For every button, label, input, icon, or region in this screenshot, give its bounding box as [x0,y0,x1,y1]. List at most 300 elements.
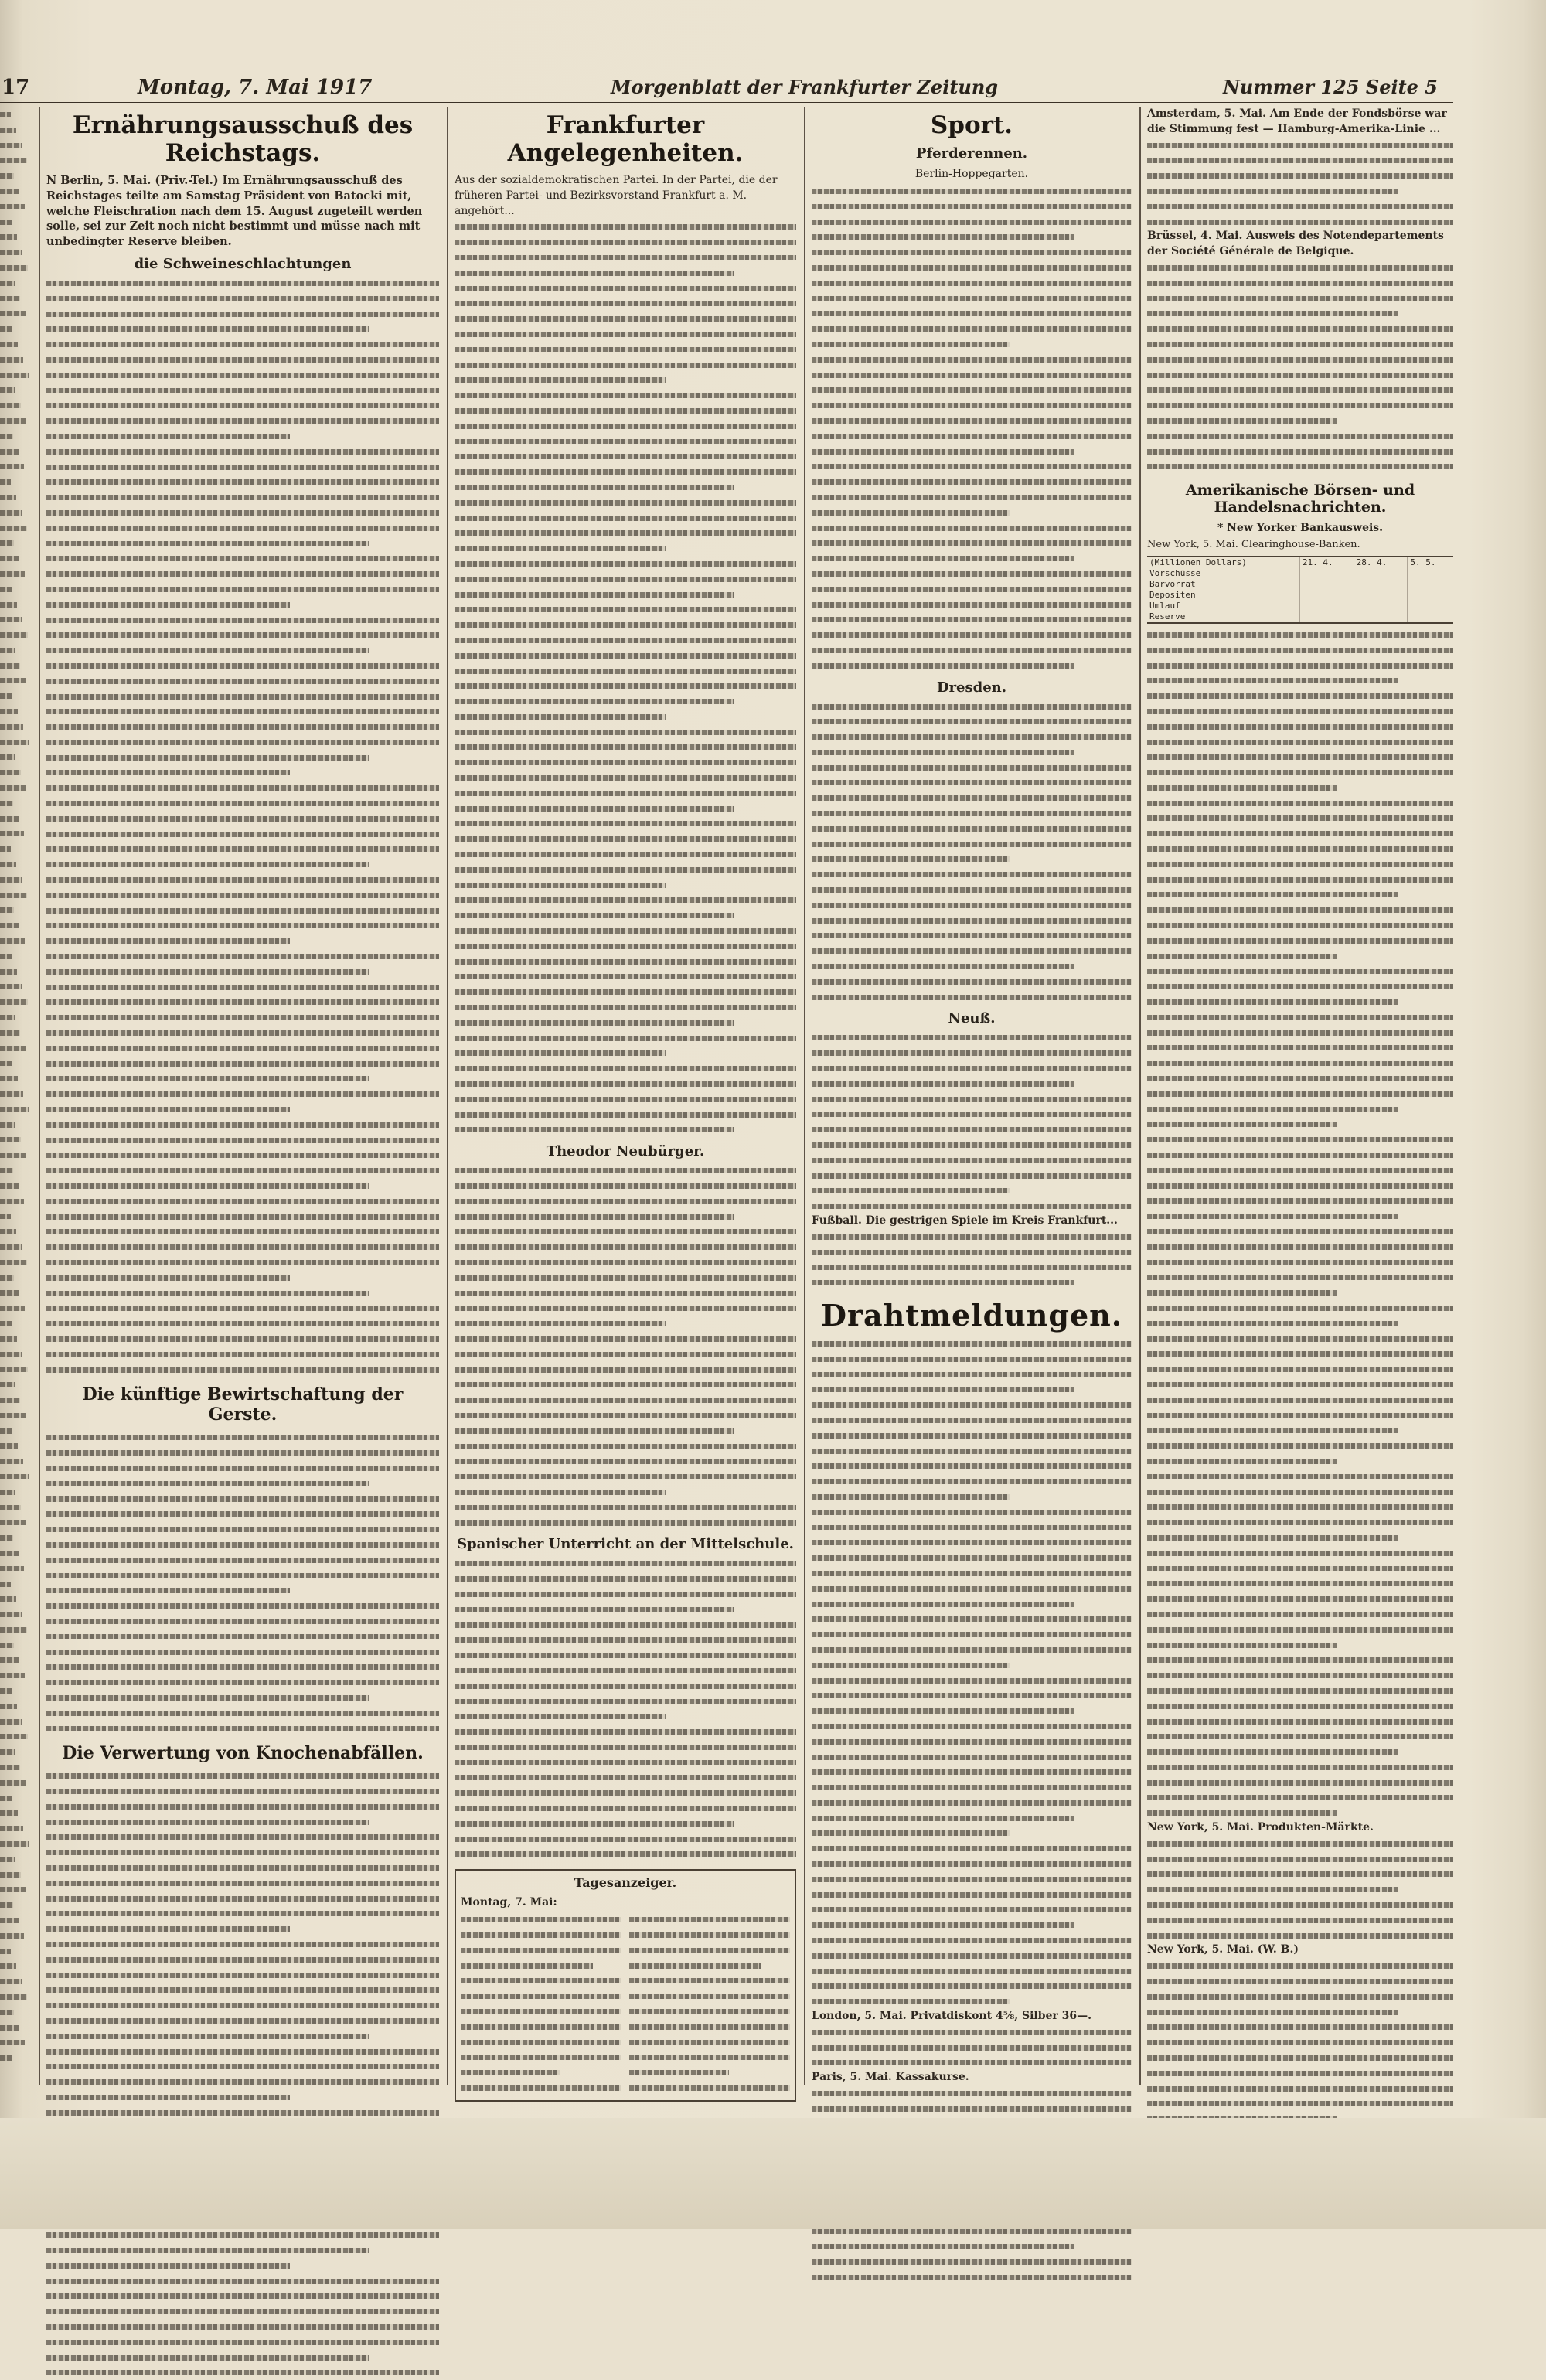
text-line [0,229,17,244]
text-line [0,413,26,428]
text-line [455,739,796,754]
text-line [46,413,439,428]
text-line [46,505,439,520]
text-line [1147,948,1337,964]
masthead-number: Nummer 125 Seite 5 [1222,76,1438,98]
text-line [455,1769,796,1785]
text-line [1147,138,1453,153]
text-line [812,275,1132,291]
text-line [0,597,17,612]
text-line [812,897,1132,913]
table-cell [1354,579,1408,590]
text-line [812,729,1132,744]
text-line [46,1921,290,1936]
text-line [46,1132,439,1148]
text-line [812,1840,1132,1856]
text-line [0,1132,21,1147]
text-line [455,448,796,464]
text-line [455,954,796,969]
text-line [0,305,26,321]
page-bottom-margin [0,2118,1546,2229]
article-heading-drahtmeldungen: Drahtmeldungen. [820,1297,1123,1333]
text-line [812,2040,1132,2055]
text-line [455,1586,796,1602]
text-line [46,336,439,352]
text-line [455,234,796,250]
text-line [812,1978,1132,1994]
text-line [455,1045,666,1061]
text-line [812,1259,1132,1275]
text-line [46,1056,439,1071]
text-line [812,851,1010,867]
text-line [0,336,18,352]
text-line [1147,260,1453,275]
text-line [455,1831,796,1847]
column-rule [1139,107,1141,2085]
text-line [812,658,1074,673]
text-line [461,2004,621,2019]
text-line [0,244,22,260]
text-line [1147,1361,1453,1377]
text-line [46,933,290,948]
text-line [1147,795,1453,811]
fussball-lead: Fußball. Die gestrigen Spiele im Kreis Frankfurt... [812,1214,1118,1227]
text-line [46,397,439,413]
text-line [46,1982,439,1997]
text-line [812,1596,1074,1612]
text-line [455,1300,796,1316]
text-line [455,601,796,617]
text-line [1147,1285,1337,1300]
text-line [812,943,1132,958]
table-header-cell: 28. 4. [1354,557,1408,568]
text-line [455,831,796,846]
table-cell [1299,590,1354,601]
text-line [46,780,439,795]
table-cell [1299,601,1354,611]
text-line [1147,887,1398,902]
table-cell [1408,568,1453,579]
text-line [812,1932,1132,1948]
text-line [0,2020,19,2035]
text-line [461,1958,593,1973]
text-line [455,1515,796,1530]
text-line [455,999,796,1015]
text-line [46,1429,439,1445]
text-line [812,1810,1074,1826]
text-line [455,281,796,296]
text-line [46,2058,439,2074]
text-line [46,1967,439,1983]
text-line [455,265,734,281]
text-line [812,1871,1132,1887]
text-line [1147,856,1453,872]
text-line [1147,841,1453,856]
text-line [46,856,369,872]
text-line [1147,979,1453,994]
table-cell [1408,611,1453,622]
text-line [46,994,439,1010]
bruessel-lead: Brüssel, 4. Mai. Ausweis des Notendepartements der Société Générale de Belgique. [1147,230,1444,258]
text-line [455,1091,796,1107]
text-line [0,1851,15,1867]
text-line [0,138,22,153]
subheading-hoppegarten: Berlin-Hoppegarten. [914,168,1029,180]
text-line [46,1629,439,1644]
text-line [812,321,1132,336]
text-line [1147,199,1453,214]
text-line [812,1520,1132,1535]
text-line [455,862,796,877]
text-line [1147,458,1453,474]
text-line [455,571,796,587]
text-line [46,627,439,642]
text-line [455,464,796,479]
table-row [1147,601,1453,611]
text-line [812,1030,1132,1045]
text-line [812,520,1132,536]
text-line [629,2065,729,2080]
text-line [812,1122,1132,1137]
text-line [455,938,796,954]
text-line [1147,1300,1453,1316]
baumwolle-lead: New York, 5. Mai. (W. B.) [1147,1943,1299,1956]
text-line [455,1316,666,1331]
text-line [1147,1224,1453,1239]
text-line [629,2080,790,2096]
text-line [1147,1255,1453,1270]
text-line [1147,764,1453,780]
text-line [0,382,15,397]
text-line [46,1613,439,1629]
text-line [0,719,23,734]
page-number-left: 17 [2,76,30,99]
text-line [812,1458,1132,1473]
text-line [455,1107,796,1122]
table-row [1147,590,1453,601]
text-line [812,928,1132,943]
text-line [812,1091,1132,1107]
text-line [1147,688,1453,703]
text-line [1147,642,1453,658]
text-line [461,1973,621,1988]
text-line [812,1673,1132,1688]
text-line [0,1790,12,1806]
article-body [46,275,439,1377]
text-line [1147,1438,1453,1453]
text-line [455,1678,796,1694]
tagesanzeiger-left [461,1912,621,2096]
text-line [812,2269,1132,2285]
article-body [812,699,1132,1005]
text-line [0,1667,25,1683]
text-line [1147,933,1453,948]
text-line [0,1392,20,1408]
column-4 [1147,107,1453,2116]
text-line [455,1347,796,1362]
text-line [1147,1269,1453,1285]
text-line [0,1759,20,1775]
text-line [1147,2081,1453,2096]
text-line [812,1275,1074,1290]
text-line [1147,1575,1453,1591]
text-line [0,199,25,214]
text-line [455,877,666,893]
text-line [46,2258,290,2273]
text-line [46,673,439,689]
text-line [455,1178,796,1193]
text-line [0,214,12,230]
text-line [812,1718,1132,1734]
text-line [0,1973,22,1989]
text-line [0,550,19,566]
text-line [1147,1499,1453,1514]
text-line [1147,1606,1453,1622]
text-line [812,2024,1132,2040]
text-line [0,841,11,856]
text-line [0,902,14,918]
text-line [0,1500,21,1515]
text-line [1147,214,1453,230]
text-line [0,367,29,383]
amsterdam-table [1147,138,1453,230]
text-line [0,1637,14,1653]
text-line [0,444,19,459]
table-cell [1354,611,1408,622]
text-line [0,1101,29,1117]
text-line [0,1545,19,1561]
text-line [1147,918,1453,933]
text-line [0,1453,23,1469]
text-line [1147,2050,1453,2065]
article-body [812,183,1132,673]
text-line [812,305,1132,321]
text-line [0,627,28,642]
text-line [1147,1866,1453,1881]
article-heading-frankfurt: Frankfurter Angelegenheiten. [507,111,744,167]
text-line [1147,1728,1453,1744]
table-cell: Reserve [1149,611,1186,621]
text-line [455,372,666,387]
text-line [455,1193,796,1209]
text-line [455,1255,796,1270]
text-line [812,199,1132,214]
text-line [0,458,24,474]
text-line [812,1611,1132,1626]
text-line [812,1550,1132,1565]
text-line [1147,1637,1337,1653]
text-line [812,1703,1074,1718]
text-line [46,1659,439,1674]
text-line [0,795,13,811]
text-line [0,489,16,505]
table-cell: Vorschüsse [1149,567,1201,578]
text-line [1147,1408,1453,1423]
text-line [46,2273,439,2289]
table-header-cell: 21. 4. [1299,557,1354,568]
text-line [812,2055,1132,2070]
text-line [0,948,12,964]
text-line [455,1453,796,1469]
text-line [46,428,290,444]
text-line [812,805,1132,821]
table-cell [1299,611,1354,622]
amsterdam-lead: Amsterdam, 5. Mai. Am Ende der Fondsbörse war die Stimmung fest — Hamburg-Amerika-Linie ... [1147,107,1447,135]
text-line [46,2319,439,2334]
text-line [1147,305,1398,321]
tagesanzeiger-date: Montag, 7. Mai: [461,1896,557,1909]
text-line [0,122,16,138]
text-line [1147,1928,1453,1943]
text-line [0,964,17,979]
text-line [812,597,1132,612]
text-line [455,1163,796,1178]
text-line [0,275,15,291]
text-line [812,474,1132,489]
column-1 [46,107,439,2116]
text-line [0,474,11,489]
text-line [455,648,796,663]
text-line [46,2288,439,2303]
article-body [812,2024,1132,2070]
text-line [812,367,1132,383]
text-line [455,1224,796,1239]
text-line [455,801,734,816]
text-line [455,1724,796,1739]
table-cell [1408,601,1453,611]
text-line [0,2004,14,2020]
text-line [1147,367,1453,383]
text-line [812,1642,1132,1657]
text-line [461,2065,560,2080]
text-line [46,841,439,856]
text-line [0,1331,17,1347]
text-line [0,1805,18,1820]
text-line [812,1917,1074,1932]
text-line [812,958,1074,974]
text-line [46,1460,439,1476]
text-line [0,2034,25,2050]
text-line [1147,810,1453,826]
text-line [455,1331,796,1347]
text-line [1147,1973,1453,1989]
text-line [46,1997,439,2013]
article-body [46,1768,439,2380]
text-line [46,2013,439,2028]
text-line [0,107,11,122]
text-line [812,821,1132,836]
text-line [0,1683,12,1698]
column-rule [447,107,448,2085]
text-line [455,632,796,648]
table-cell [1354,590,1408,601]
text-line [812,505,1010,520]
text-line [0,1928,24,1943]
text-line [1147,1147,1453,1163]
text-line [46,1768,439,1783]
produkten-heading: New York, 5. Mai. Produkten-Märkte. [1147,1821,1374,1834]
text-line [46,750,369,765]
text-line [46,612,439,628]
text-line [0,1469,29,1484]
text-line [812,535,1132,550]
text-line [812,1764,1132,1779]
text-line [812,1994,1010,2009]
text-line [46,1239,439,1255]
text-line [0,1576,11,1592]
article-body [1147,627,1453,1484]
text-line [812,790,1132,805]
text-line [1147,1514,1453,1530]
text-line [46,275,439,291]
text-line [1147,1805,1337,1820]
text-line [46,1552,439,1568]
text-line [812,1948,1132,1963]
text-line [0,1881,26,1897]
text-line [46,1331,439,1347]
text-line [1147,1989,1453,2004]
text-line [46,1071,369,1086]
text-line [455,1800,796,1816]
text-line [46,1040,439,1056]
text-line [455,1484,666,1500]
text-line [461,2080,621,2096]
text-line [46,536,369,551]
text-line [812,382,1132,397]
text-line [46,1674,439,1690]
text-line [812,1504,1132,1520]
text-line [629,1988,790,2004]
article-lead: N Berlin, 5. Mai. (Priv.-Tel.) Im Ernährungsausschuß des Reichstages teilte am Samstag Präsident von Batocki mit, welche Fleischration nach dem 15. August zugeteilt werden solle, sei zur Zeit noch nicht bestimmt und müsse nach mit unbedingter Reserve bleiben. [46,174,423,249]
text-line [0,1897,13,1912]
text-line [812,1734,1132,1749]
text-line [455,754,796,770]
text-line [0,1484,15,1500]
table-cell [1354,568,1408,579]
column-3 [812,107,1132,2116]
text-line [1147,397,1453,413]
kurs-table [1147,1484,1453,1821]
text-line [0,168,14,183]
text-line [46,1491,439,1507]
text-line [46,489,439,505]
text-line [0,291,20,306]
text-line [46,1316,439,1331]
text-line [455,1785,796,1800]
text-line [1147,1851,1453,1867]
text-line [46,964,369,979]
text-line [46,1721,439,1736]
text-line [0,352,23,367]
text-line [46,2365,439,2380]
text-line [455,1846,796,1861]
text-line [629,1942,790,1958]
text-line [46,1521,439,1537]
text-line [461,1927,621,1942]
text-line [812,2239,1074,2254]
text-line [46,764,290,780]
text-line [812,1244,1132,1260]
text-line [1147,1530,1398,1545]
text-line [812,1351,1132,1367]
text-line [812,1626,1132,1642]
text-line [1147,2034,1453,2050]
text-line [455,892,796,907]
text-line [1147,1759,1453,1775]
text-line [46,550,439,566]
text-line [812,566,1132,581]
text-line [0,979,22,994]
